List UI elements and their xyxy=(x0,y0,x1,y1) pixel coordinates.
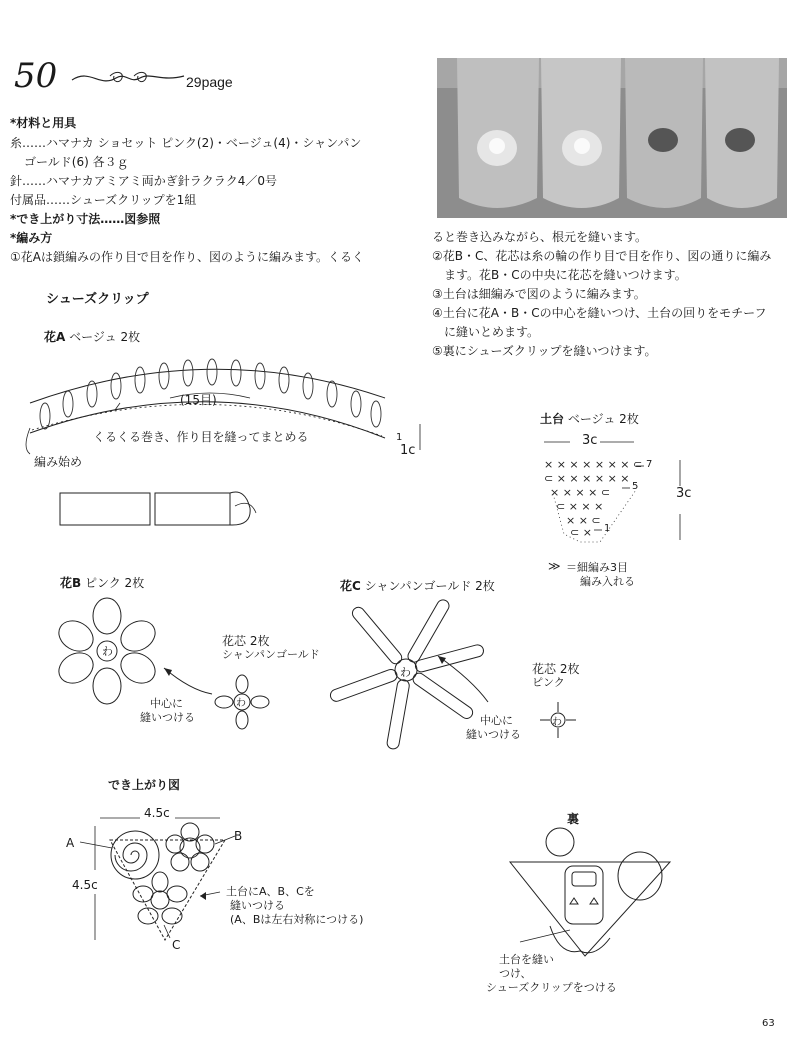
back-title: 裏 xyxy=(567,812,580,826)
core-c-center-mark: わ xyxy=(552,717,562,728)
accessories-spec: 付属品……シューズクリップを1組 xyxy=(10,193,197,207)
sew-b-line1: 中心に xyxy=(150,697,183,710)
flower-a-spec: ベージュ 2枚 xyxy=(69,330,141,344)
sew-c-line2: 縫いつける xyxy=(466,728,521,741)
flower-a-dim: 1c xyxy=(400,443,416,458)
finished-diagram xyxy=(60,800,260,950)
flower-b-label xyxy=(60,574,144,591)
core-b-title: 花芯 2枚 xyxy=(222,634,270,648)
base-row-5: 5 xyxy=(632,481,639,492)
shoes-photo xyxy=(437,58,787,218)
svg-text:⊂ × × ×: ⊂ × × × xyxy=(556,500,604,513)
flower-b-center-mark: わ xyxy=(102,645,113,658)
base-spec: ベージュ 2枚 xyxy=(567,412,639,426)
flower-c-center-mark: わ xyxy=(400,666,411,679)
step-2: ②花B・C、花芯は糸の輪の作り目で目を作り、図の通りに編み xyxy=(432,249,772,263)
yarn-line2: ゴールド(6) 各３ｇ xyxy=(24,155,129,169)
svg-text:⊂ × × × × × ×: ⊂ × × × × × × xyxy=(544,472,630,485)
pattern-number: 50 xyxy=(14,56,58,96)
step-1: ①花Aは鎖編みの作り目で目を作り、図のように編みます。くるく xyxy=(10,250,365,264)
flower-a-count: (15目) xyxy=(180,393,217,407)
flower-a-label xyxy=(44,328,140,345)
step-3: ③土台は細編みで図のように編みます。 xyxy=(432,287,646,301)
finished-note-3: (A、Bは左右対称につける) xyxy=(230,913,364,926)
finished-label-c: C xyxy=(172,938,181,952)
page-number: 63 xyxy=(762,1018,775,1029)
flower-a-note: くるくる巻き、作り目を縫ってまとめる xyxy=(93,430,309,444)
size-spec: *でき上がり寸法……図参照 xyxy=(10,212,161,226)
flower-a-title: 花A xyxy=(44,330,66,344)
step-2-cont: ます。花B・Cの中央に花芯を縫いつけます。 xyxy=(444,268,687,282)
finished-width: 4.5c xyxy=(144,806,170,820)
sew-c-line1: 中心に xyxy=(480,714,513,727)
base-legend-1: ＝細編み3目 xyxy=(566,561,628,574)
needle-spec: 針……ハマナカアミアミ両かぎ針ラクラク4／0号 xyxy=(10,174,278,188)
core-c-title: 花芯 2枚 xyxy=(532,662,580,676)
base-title: 土台 xyxy=(540,412,565,426)
core-c-color: ピンク xyxy=(532,676,565,689)
back-diagram xyxy=(500,826,680,966)
finished-label-a: A xyxy=(66,836,75,850)
yarn-line1: 糸……ハマナカ ショセット ピンク(2)・ベージュ(4)・シャンパン xyxy=(10,136,362,150)
flower-a-start: 編み始め xyxy=(34,455,83,469)
back-note-1: 土台を縫い xyxy=(499,953,554,966)
finished-height: 4.5c xyxy=(72,878,98,892)
base-legend-2: 編み入れる xyxy=(580,575,635,588)
back-note-3: シューズクリップをつける xyxy=(486,981,617,994)
base-row-7: 7 xyxy=(646,459,653,470)
finished-note-1: 土台にA、B、Cを xyxy=(226,885,315,898)
arrow-b xyxy=(160,660,220,700)
sew-b-line2: 縫いつける xyxy=(140,711,195,724)
back-note-2: つけ、 xyxy=(499,967,532,980)
finished-title: でき上がり図 xyxy=(108,778,181,792)
flower-a-row: 1 xyxy=(396,432,403,443)
step-1-cont: ると巻き込みながら、根元を縫います。 xyxy=(432,230,648,244)
flower-b-title: 花B xyxy=(60,576,82,590)
svg-text:× × ⊂: × × ⊂ xyxy=(566,514,601,527)
svg-text:× × × × × × × ⊂: × × × × × × × ⊂ xyxy=(544,458,643,471)
svg-text:⊂ ×: ⊂ × xyxy=(570,526,592,539)
base-row-1: 1 xyxy=(604,523,611,534)
core-b-center-mark: わ xyxy=(236,698,246,709)
flower-b-spec: ピンク 2枚 xyxy=(84,576,145,590)
method-heading: *編み方 xyxy=(10,231,53,245)
flourish-ornament xyxy=(70,64,186,90)
flower-c-spec: シャンパンゴールド 2枚 xyxy=(364,579,495,593)
base-label xyxy=(540,410,639,427)
step-4: ④土台に花A・B・Cの中心を縫いつけ、土台の回りをモチーフ xyxy=(432,306,767,320)
section-title: シューズクリップ xyxy=(46,292,149,307)
finished-label-b: B xyxy=(234,829,243,843)
base-height: 3c xyxy=(676,486,692,501)
step-4-cont: に縫いとめます。 xyxy=(444,325,540,339)
svg-text:× × × × ⊂: × × × × ⊂ xyxy=(550,486,611,499)
svg-text:≫: ≫ xyxy=(548,559,561,573)
finished-note-2: 縫いつける xyxy=(230,899,285,912)
flower-c-title: 花C xyxy=(340,579,361,593)
core-b-color: シャンパンゴールド xyxy=(222,648,320,661)
base-chart xyxy=(530,430,710,580)
materials-heading: *材料と用具 xyxy=(10,116,77,130)
page-reference: 29page xyxy=(186,74,233,90)
base-width: 3c xyxy=(582,433,598,448)
step-5: ⑤裏にシューズクリップを縫いつけます。 xyxy=(432,344,657,358)
arrow-c xyxy=(432,650,502,710)
